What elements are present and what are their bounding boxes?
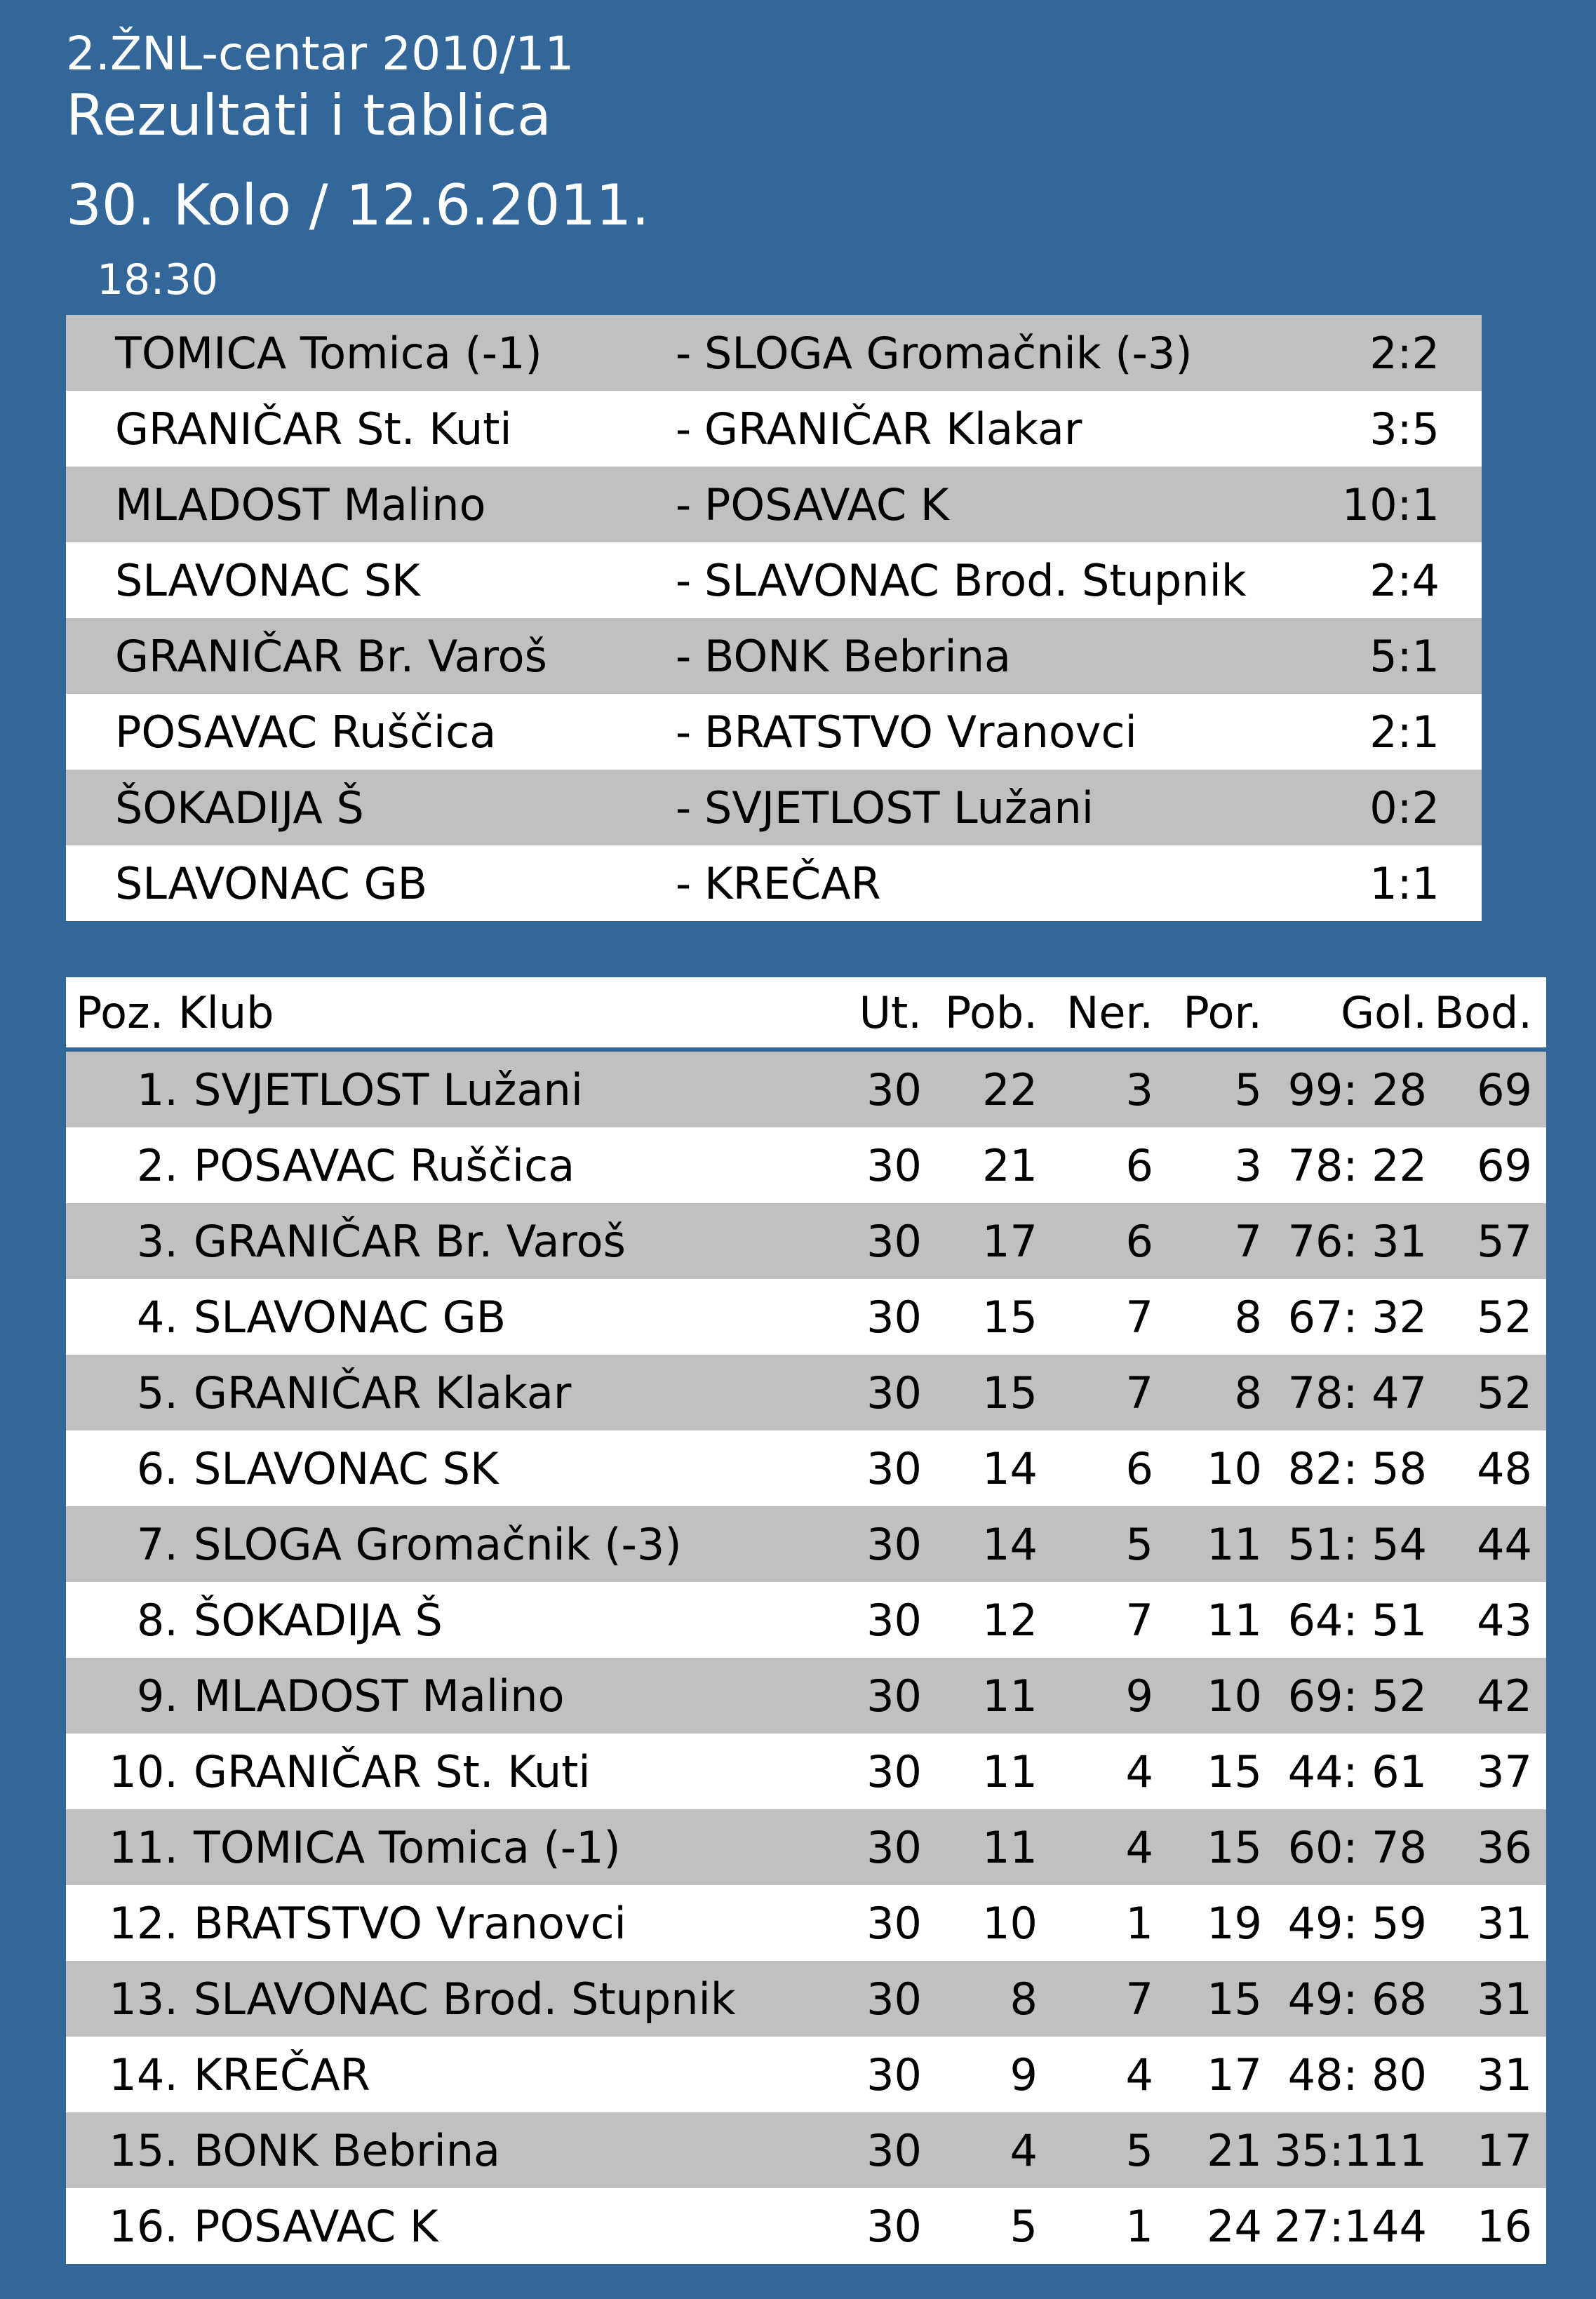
standing-draws: 3 (1038, 1050, 1153, 1127)
standing-losses: 19 (1153, 1885, 1262, 1961)
standing-club: SLAVONAC SK (178, 1430, 838, 1506)
standing-losses: 24 (1153, 2188, 1262, 2264)
standing-position: 1. (66, 1050, 178, 1127)
header-points: Bod. (1427, 977, 1546, 1050)
standing-points: 31 (1427, 2037, 1546, 2112)
standing-losses: 8 (1153, 1355, 1262, 1430)
match-away-team: KREČAR (704, 845, 1306, 921)
standing-position: 6. (66, 1430, 178, 1506)
table-row (66, 1127, 1546, 1203)
standing-played: 30 (838, 1809, 922, 1885)
table-row (66, 1885, 1546, 1961)
match-score: 2:4 (1306, 542, 1482, 618)
standing-played: 30 (838, 1961, 922, 2037)
standing-played: 30 (838, 1506, 922, 1582)
standing-position: 9. (66, 1658, 178, 1734)
results-body (66, 315, 1482, 921)
standing-position: 10. (66, 1734, 178, 1809)
standing-points: 16 (1427, 2188, 1546, 2264)
standing-points: 42 (1427, 1658, 1546, 1734)
standing-goals: 51: 54 (1262, 1506, 1427, 1582)
standing-wins: 8 (922, 1961, 1038, 2037)
round-title: 30. Kolo / 12.6.2011. (66, 173, 650, 238)
standing-position: 5. (66, 1355, 178, 1430)
match-row (66, 618, 1482, 694)
standing-points: 43 (1427, 1582, 1546, 1658)
match-row (66, 694, 1482, 770)
match-score: 1:1 (1306, 845, 1482, 921)
header-losses: Por. (1153, 977, 1262, 1050)
standing-position: 13. (66, 1961, 178, 2037)
standing-position: 12. (66, 1885, 178, 1961)
match-score: 0:2 (1306, 770, 1482, 845)
standing-points: 69 (1427, 1050, 1546, 1127)
standing-played: 30 (838, 1885, 922, 1961)
standing-goals: 44: 61 (1262, 1734, 1427, 1809)
match-away-team: SLAVONAC Brod. Stupnik (704, 542, 1306, 618)
standing-losses: 8 (1153, 1279, 1262, 1355)
standing-wins: 11 (922, 1658, 1038, 1734)
standing-draws: 7 (1038, 1582, 1153, 1658)
table-row (66, 2112, 1546, 2188)
match-separator: - (662, 391, 704, 467)
header-goals: Gol. (1262, 977, 1427, 1050)
standing-club: GRANIČAR Klakar (178, 1355, 838, 1430)
standing-points: 48 (1427, 1430, 1546, 1506)
match-score: 10:1 (1306, 467, 1482, 542)
match-away-team: POSAVAC K (704, 467, 1306, 542)
standing-position: 2. (66, 1127, 178, 1203)
standing-goals: 78: 47 (1262, 1355, 1427, 1430)
table-row (66, 1506, 1546, 1582)
standing-wins: 17 (922, 1203, 1038, 1279)
match-separator: - (662, 315, 704, 391)
match-home-team: POSAVAC Ruščica (66, 694, 662, 770)
standing-draws: 1 (1038, 1885, 1153, 1961)
standing-draws: 5 (1038, 1506, 1153, 1582)
standing-wins: 14 (922, 1506, 1038, 1582)
standing-played: 30 (838, 1279, 922, 1355)
table-row (66, 1279, 1546, 1355)
standing-losses: 15 (1153, 1734, 1262, 1809)
match-score: 2:2 (1306, 315, 1482, 391)
header-draws: Ner. (1038, 977, 1153, 1050)
standing-played: 30 (838, 1430, 922, 1506)
standing-losses: 11 (1153, 1582, 1262, 1658)
match-home-team: GRANIČAR Br. Varoš (66, 618, 662, 694)
standing-played: 30 (838, 1050, 922, 1127)
standing-position: 15. (66, 2112, 178, 2188)
header-played: Ut. (838, 977, 922, 1050)
standing-position: 11. (66, 1809, 178, 1885)
standing-wins: 15 (922, 1279, 1038, 1355)
standing-played: 30 (838, 1127, 922, 1203)
match-separator: - (662, 542, 704, 618)
standing-goals: 99: 28 (1262, 1050, 1427, 1127)
standing-goals: 78: 22 (1262, 1127, 1427, 1203)
standing-wins: 14 (922, 1430, 1038, 1506)
standing-played: 30 (838, 1203, 922, 1279)
standing-draws: 9 (1038, 1658, 1153, 1734)
standing-club: SLAVONAC GB (178, 1279, 838, 1355)
standing-draws: 7 (1038, 1355, 1153, 1430)
standing-wins: 11 (922, 1734, 1038, 1809)
standing-wins: 12 (922, 1582, 1038, 1658)
standing-draws: 7 (1038, 1279, 1153, 1355)
standing-points: 69 (1427, 1127, 1546, 1203)
standing-played: 30 (838, 1355, 922, 1430)
standing-draws: 6 (1038, 1127, 1153, 1203)
standing-position: 16. (66, 2188, 178, 2264)
standing-draws: 1 (1038, 2188, 1153, 2264)
standing-wins: 9 (922, 2037, 1038, 2112)
standing-points: 44 (1427, 1506, 1546, 1582)
standing-points: 36 (1427, 1809, 1546, 1885)
standing-losses: 10 (1153, 1658, 1262, 1734)
standing-points: 37 (1427, 1734, 1546, 1809)
standing-losses: 7 (1153, 1203, 1262, 1279)
match-score: 5:1 (1306, 618, 1482, 694)
standings-body (66, 1050, 1546, 2264)
standing-losses: 10 (1153, 1430, 1262, 1506)
match-away-team: BRATSTVO Vranovci (704, 694, 1306, 770)
standing-points: 52 (1427, 1355, 1546, 1430)
standing-points: 31 (1427, 1885, 1546, 1961)
match-row (66, 770, 1482, 845)
standing-played: 30 (838, 1734, 922, 1809)
standing-played: 30 (838, 2188, 922, 2264)
standing-club: SVJETLOST Lužani (178, 1050, 838, 1127)
match-score: 3:5 (1306, 391, 1482, 467)
standing-points: 31 (1427, 1961, 1546, 2037)
standing-goals: 35:111 (1262, 2112, 1427, 2188)
standing-wins: 21 (922, 1127, 1038, 1203)
standing-draws: 4 (1038, 1809, 1153, 1885)
standing-goals: 67: 32 (1262, 1279, 1427, 1355)
header-club: Klub (178, 977, 838, 1050)
standings-table (66, 977, 1546, 2264)
standing-goals: 48: 80 (1262, 2037, 1427, 2112)
table-row (66, 1961, 1546, 2037)
header-position: Poz. (66, 977, 178, 1050)
results-table (66, 315, 1482, 921)
standing-losses: 17 (1153, 2037, 1262, 2112)
match-away-team: SLOGA Gromačnik (-3) (704, 315, 1306, 391)
table-row (66, 1430, 1546, 1506)
standing-draws: 4 (1038, 2037, 1153, 2112)
standing-wins: 11 (922, 1809, 1038, 1885)
match-row (66, 542, 1482, 618)
standing-club: POSAVAC Ruščica (178, 1127, 838, 1203)
standing-losses: 15 (1153, 1961, 1262, 2037)
match-away-team: BONK Bebrina (704, 618, 1306, 694)
standing-club: BONK Bebrina (178, 2112, 838, 2188)
standing-losses: 11 (1153, 1506, 1262, 1582)
standing-goals: 76: 31 (1262, 1203, 1427, 1279)
league-title: 2.ŽNL-centar 2010/11 (66, 27, 575, 81)
table-row (66, 1809, 1546, 1885)
standing-club: POSAVAC K (178, 2188, 838, 2264)
standing-position: 3. (66, 1203, 178, 1279)
standing-club: ŠOKADIJA Š (178, 1582, 838, 1658)
table-row (66, 1582, 1546, 1658)
match-row (66, 845, 1482, 921)
standing-wins: 15 (922, 1355, 1038, 1430)
table-row (66, 1658, 1546, 1734)
standing-played: 30 (838, 1658, 922, 1734)
standing-goals: 60: 78 (1262, 1809, 1427, 1885)
match-score: 2:1 (1306, 694, 1482, 770)
match-separator: - (662, 770, 704, 845)
match-time: 18:30 (97, 255, 218, 304)
standing-wins: 4 (922, 2112, 1038, 2188)
standing-losses: 5 (1153, 1050, 1262, 1127)
standing-draws: 7 (1038, 1961, 1153, 2037)
standing-draws: 5 (1038, 2112, 1153, 2188)
standing-club: SLAVONAC Brod. Stupnik (178, 1961, 838, 2037)
standing-goals: 49: 59 (1262, 1885, 1427, 1961)
match-home-team: GRANIČAR St. Kuti (66, 391, 662, 467)
standing-club: MLADOST Malino (178, 1658, 838, 1734)
match-row (66, 467, 1482, 542)
match-separator: - (662, 618, 704, 694)
match-separator: - (662, 467, 704, 542)
standing-position: 7. (66, 1506, 178, 1582)
match-home-team: SLAVONAC SK (66, 542, 662, 618)
standing-goals: 27:144 (1262, 2188, 1427, 2264)
table-row (66, 1734, 1546, 1809)
standing-losses: 15 (1153, 1809, 1262, 1885)
standing-draws: 6 (1038, 1430, 1153, 1506)
standing-club: SLOGA Gromačnik (-3) (178, 1506, 838, 1582)
standing-wins: 22 (922, 1050, 1038, 1127)
standing-losses: 21 (1153, 2112, 1262, 2188)
standing-draws: 4 (1038, 1734, 1153, 1809)
match-home-team: TOMICA Tomica (-1) (66, 315, 662, 391)
standing-points: 52 (1427, 1279, 1546, 1355)
standing-wins: 5 (922, 2188, 1038, 2264)
standing-played: 30 (838, 1582, 922, 1658)
match-home-team: SLAVONAC GB (66, 845, 662, 921)
standing-club: KREČAR (178, 2037, 838, 2112)
match-separator: - (662, 845, 704, 921)
standing-losses: 3 (1153, 1127, 1262, 1203)
standing-position: 8. (66, 1582, 178, 1658)
standing-goals: 69: 52 (1262, 1658, 1427, 1734)
standing-position: 4. (66, 1279, 178, 1355)
match-away-team: GRANIČAR Klakar (704, 391, 1306, 467)
standing-goals: 49: 68 (1262, 1961, 1427, 2037)
table-row (66, 1050, 1546, 1127)
match-separator: - (662, 694, 704, 770)
standing-wins: 10 (922, 1885, 1038, 1961)
page-subtitle: Rezultati i tablica (66, 83, 551, 148)
standing-played: 30 (838, 2037, 922, 2112)
standing-goals: 82: 58 (1262, 1430, 1427, 1506)
standing-points: 17 (1427, 2112, 1546, 2188)
standings-header-row (66, 977, 1546, 1050)
table-row (66, 2037, 1546, 2112)
standing-draws: 6 (1038, 1203, 1153, 1279)
match-home-team: ŠOKADIJA Š (66, 770, 662, 845)
table-row (66, 1203, 1546, 1279)
match-row (66, 391, 1482, 467)
match-row (66, 315, 1482, 391)
standing-points: 57 (1427, 1203, 1546, 1279)
standing-position: 14. (66, 2037, 178, 2112)
table-row (66, 1355, 1546, 1430)
standing-club: GRANIČAR St. Kuti (178, 1734, 838, 1809)
standing-goals: 64: 51 (1262, 1582, 1427, 1658)
header-wins: Pob. (922, 977, 1038, 1050)
standing-club: BRATSTVO Vranovci (178, 1885, 838, 1961)
match-away-team: SVJETLOST Lužani (704, 770, 1306, 845)
standing-played: 30 (838, 2112, 922, 2188)
standing-club: GRANIČAR Br. Varoš (178, 1203, 838, 1279)
table-row (66, 2188, 1546, 2264)
match-home-team: MLADOST Malino (66, 467, 662, 542)
standing-club: TOMICA Tomica (-1) (178, 1809, 838, 1885)
